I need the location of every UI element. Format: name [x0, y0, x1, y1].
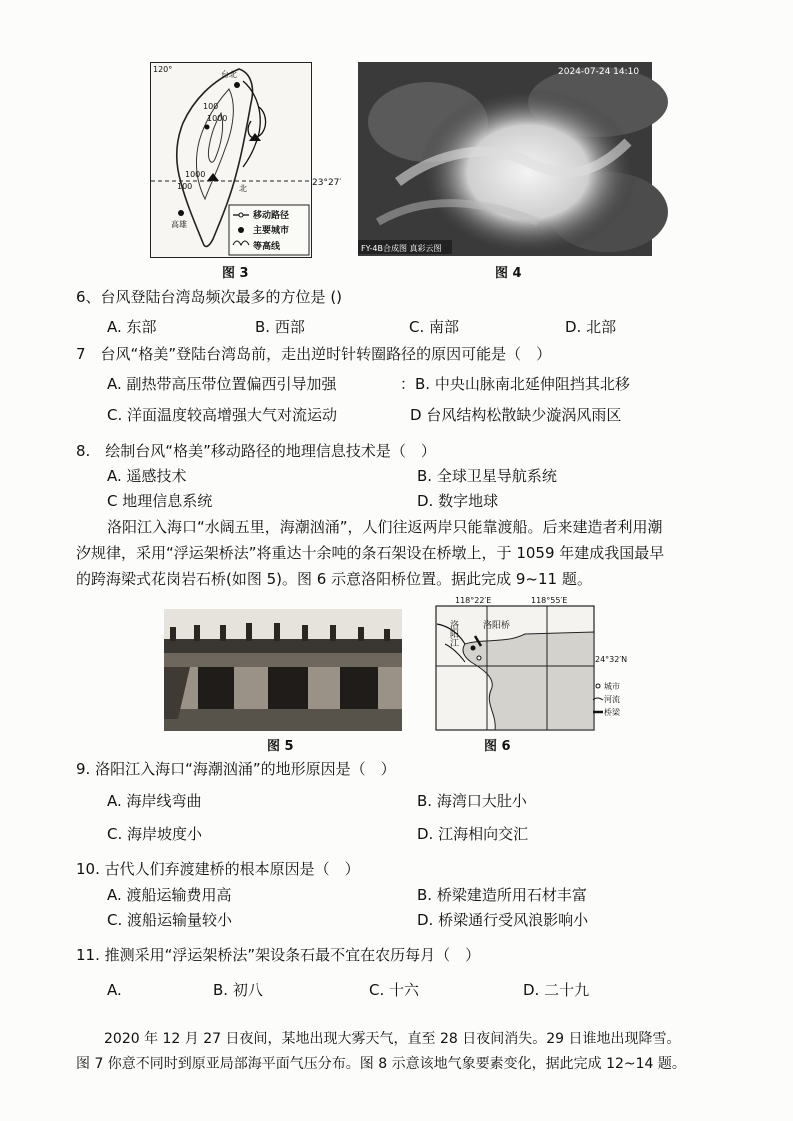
q8-option-a: A. 遥感技术: [107, 467, 187, 485]
fig3-contour-label-3: 1000: [185, 170, 206, 179]
fig3-lat-label: 23°27′: [312, 178, 342, 188]
q7-option-c: C. 洋面温度较高增强大气对流运动: [107, 406, 338, 424]
fig3-contour-label-1: 100: [203, 102, 219, 111]
question-8-stem: 8. 绘制台风“格美”移动路径的地理信息技术是（ ）: [76, 442, 436, 460]
figure-4-satellite-image: [358, 62, 652, 256]
question-9-stem: 9. 洛阳江入海口“海潮汹涌”的地形原因是（ ）: [76, 760, 396, 778]
fig6-lon-label-1: 118°22′E: [455, 596, 492, 605]
question-6-stem: 6、台风登陆台湾岛频次最多的方位是 (): [76, 288, 343, 306]
q9-option-a: A. 海岸线弯曲: [107, 792, 202, 810]
q10-option-b: B. 桥梁建造所用石材丰富: [417, 886, 587, 904]
q8-option-d: D. 数字地球: [417, 492, 499, 510]
figure-6-caption: 图 6: [484, 739, 511, 754]
q11-option-d: D. 二十九: [523, 981, 590, 999]
q10-option-d: D. 桥梁通行受风浪影响小: [417, 911, 589, 929]
q9-option-b: B. 海湾口大肚小: [417, 792, 527, 810]
figure-6-map: [435, 596, 635, 732]
q8-option-c: C 地理信息系统: [107, 492, 213, 510]
fig6-river-label: 洛阳江: [448, 620, 458, 647]
figure-4-caption: 图 4: [495, 266, 522, 281]
figure-5-bridge-photo: [164, 609, 402, 731]
q6-option-c: C. 南部: [409, 318, 460, 336]
fig3-legend-path: 移动路径: [253, 211, 290, 221]
q10-option-c: C. 渡船运输量较小: [107, 911, 233, 929]
question-10-stem: 10. 古代人们弃渡建桥的根本原因是（ ）: [76, 860, 360, 878]
passage-2-line-1: 2020 年 12 月 27 日夜间，某地出现大雾天气，直至 28 日夜间消失。29 日谁地出现降雪。: [104, 1031, 681, 1047]
fig4-timestamp: 2024-07-24 14:10: [558, 67, 640, 77]
q11-option-c: C. 十六: [369, 981, 420, 999]
fig3-city-kaohsiung: 高雄: [171, 220, 187, 229]
figure-5-caption: 图 5: [267, 739, 294, 754]
fig3-legend-city: 主要城市: [253, 226, 290, 236]
q7-option-d: D 台风结构松散缺少漩涡风雨区: [410, 406, 622, 424]
fig6-lat-label: 24°32′N: [595, 655, 628, 664]
passage-1-line-1: 洛阳江入海口“水阔五里，海潮汹涌”，人们往返两岸只能靠渡船。后来建造者利用潮: [107, 518, 663, 536]
taiwan-map-drawing: [151, 63, 311, 257]
fig6-legend-river: 河流: [604, 695, 620, 704]
passage-1-line-3: 的跨海梁式花岗岩石桥(如图 5)。图 6 示意洛阳桥位置。据此完成 9~11 题。: [76, 570, 592, 588]
figure-3-map: [150, 62, 312, 258]
q7-option-b: ：B. 中央山脉南北延伸阻挡其北移: [400, 375, 630, 393]
fig3-lon-label: 120°: [153, 65, 173, 74]
fig6-bridge-label: 洛阳桥: [483, 621, 511, 631]
fig6-lon-label-2: 118°55′E: [531, 596, 568, 605]
q6-option-a: A. 东部: [107, 318, 157, 336]
passage-2-line-2: 图 7 你意不同时到原亚局部海平面气压分布。图 8 示意该地气象要素变化，据此完成 12~14 题。: [76, 1056, 686, 1072]
q10-option-a: A. 渡船运输费用高: [107, 886, 232, 904]
fig6-legend-city: 城市: [604, 682, 620, 691]
question-11-stem: 11. 推测采用“浮运架桥法”架设条石最不宜在农历每月（ ）: [76, 946, 481, 964]
question-7-stem: 7 台风“格美”登陆台湾岛前，走出逆时针转圈路径的原因可能是（ ）: [76, 345, 552, 363]
typhoon-cloud-drawing: [358, 62, 652, 256]
q6-option-d: D. 北部: [565, 318, 617, 336]
q11-option-b: B. 初八: [213, 981, 263, 999]
q6-option-b: B. 西部: [255, 318, 305, 336]
q7-option-a: A. 副热带高压带位置偏西引导加强: [107, 375, 337, 393]
fig3-legend-contour: 等高线: [253, 242, 281, 252]
q9-option-d: D. 江海相向交汇: [417, 825, 529, 843]
fig3-city-taipei: 台北: [221, 70, 237, 79]
fig6-legend-bridge: 桥梁: [604, 708, 620, 717]
bridge-drawing: [164, 609, 402, 731]
location-map-drawing: [435, 596, 635, 732]
fig3-tropic-label: 北: [239, 184, 247, 193]
passage-1-line-2: 汐规律，采用“浮运架桥法”将重达十余吨的条石架设在桥墩上，于 1059 年建成我国最早: [76, 544, 665, 562]
q11-option-a: A.: [107, 981, 122, 999]
q9-option-c: C. 海岸坡度小: [107, 825, 203, 843]
q8-option-b: B. 全球卫星导航系统: [417, 467, 557, 485]
figure-3-caption: 图 3: [222, 266, 249, 281]
fig4-footer: FY-4B合成图 真彩云图: [361, 244, 442, 253]
fig3-contour-label-2: 1000: [207, 114, 228, 123]
fig3-contour-label-4: 100: [177, 182, 193, 191]
